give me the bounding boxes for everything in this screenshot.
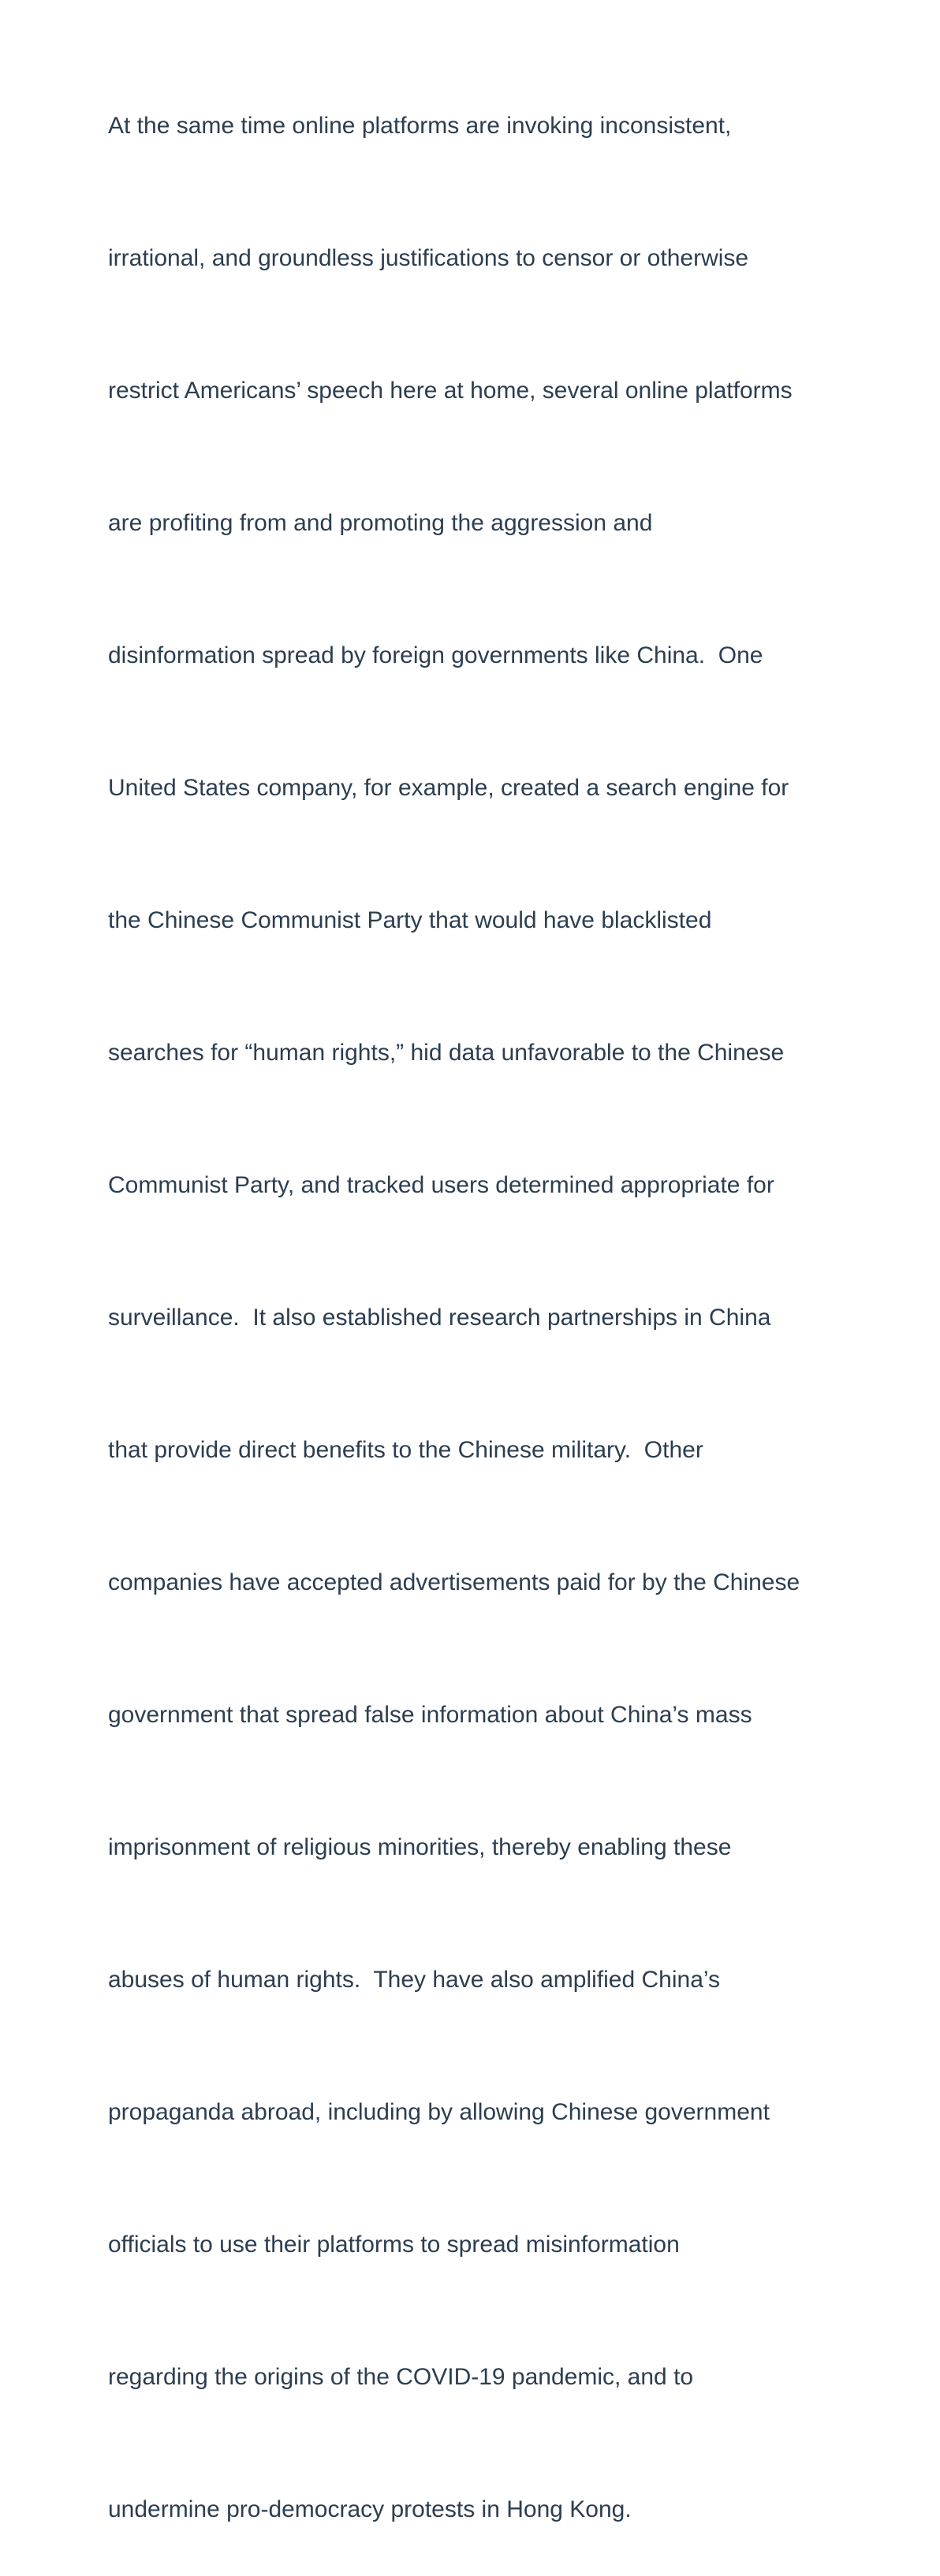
paragraph-line: officials to use their platforms to spread misinformation xyxy=(108,2232,680,2258)
paragraph-line: the Chinese Communist Party that would have blacklisted xyxy=(108,907,712,933)
paragraph-line: searches for “human rights,” hid data unfavorable to the Chinese xyxy=(108,1040,785,1066)
paragraph-line: abuses of human rights. They have also amplified China’s xyxy=(108,1967,721,1993)
paragraph-line: propaganda abroad, including by allowing Chinese government xyxy=(108,2099,770,2125)
paragraph-line: irrational, and groundless justifications to censor or otherwise xyxy=(108,245,749,271)
paragraph-line: undermine pro-democracy protests in Hong Kong. xyxy=(108,2496,632,2522)
paragraph-line: surveillance. It also established research partnerships in China xyxy=(108,1305,771,1331)
paragraph-line: are profiting from and promoting the aggression and xyxy=(108,510,653,536)
paragraph-line: government that spread false information about China’s mass xyxy=(108,1702,752,1728)
paragraph-line: disinformation spread by foreign governments like China. One xyxy=(108,642,763,668)
paragraph-line: Communist Party, and tracked users determined appropriate for xyxy=(108,1172,774,1198)
document-paragraph xyxy=(108,16,849,2576)
paragraph-line: United States company, for example, created a search engine for xyxy=(108,775,789,801)
paragraph-line: imprisonment of religious minorities, thereby enabling these xyxy=(108,1834,732,1860)
paragraph-line: regarding the origins of the COVID-19 pandemic, and to xyxy=(108,2364,694,2390)
paragraph-line: that provide direct benefits to the Chinese military. Other xyxy=(108,1437,703,1463)
paragraph-line: At the same time online platforms are invoking inconsistent, xyxy=(108,113,732,139)
paragraph-line: companies have accepted advertisements paid for by the Chinese xyxy=(108,1569,800,1595)
paragraph-line: restrict Americans’ speech here at home, several online platforms xyxy=(108,378,793,404)
